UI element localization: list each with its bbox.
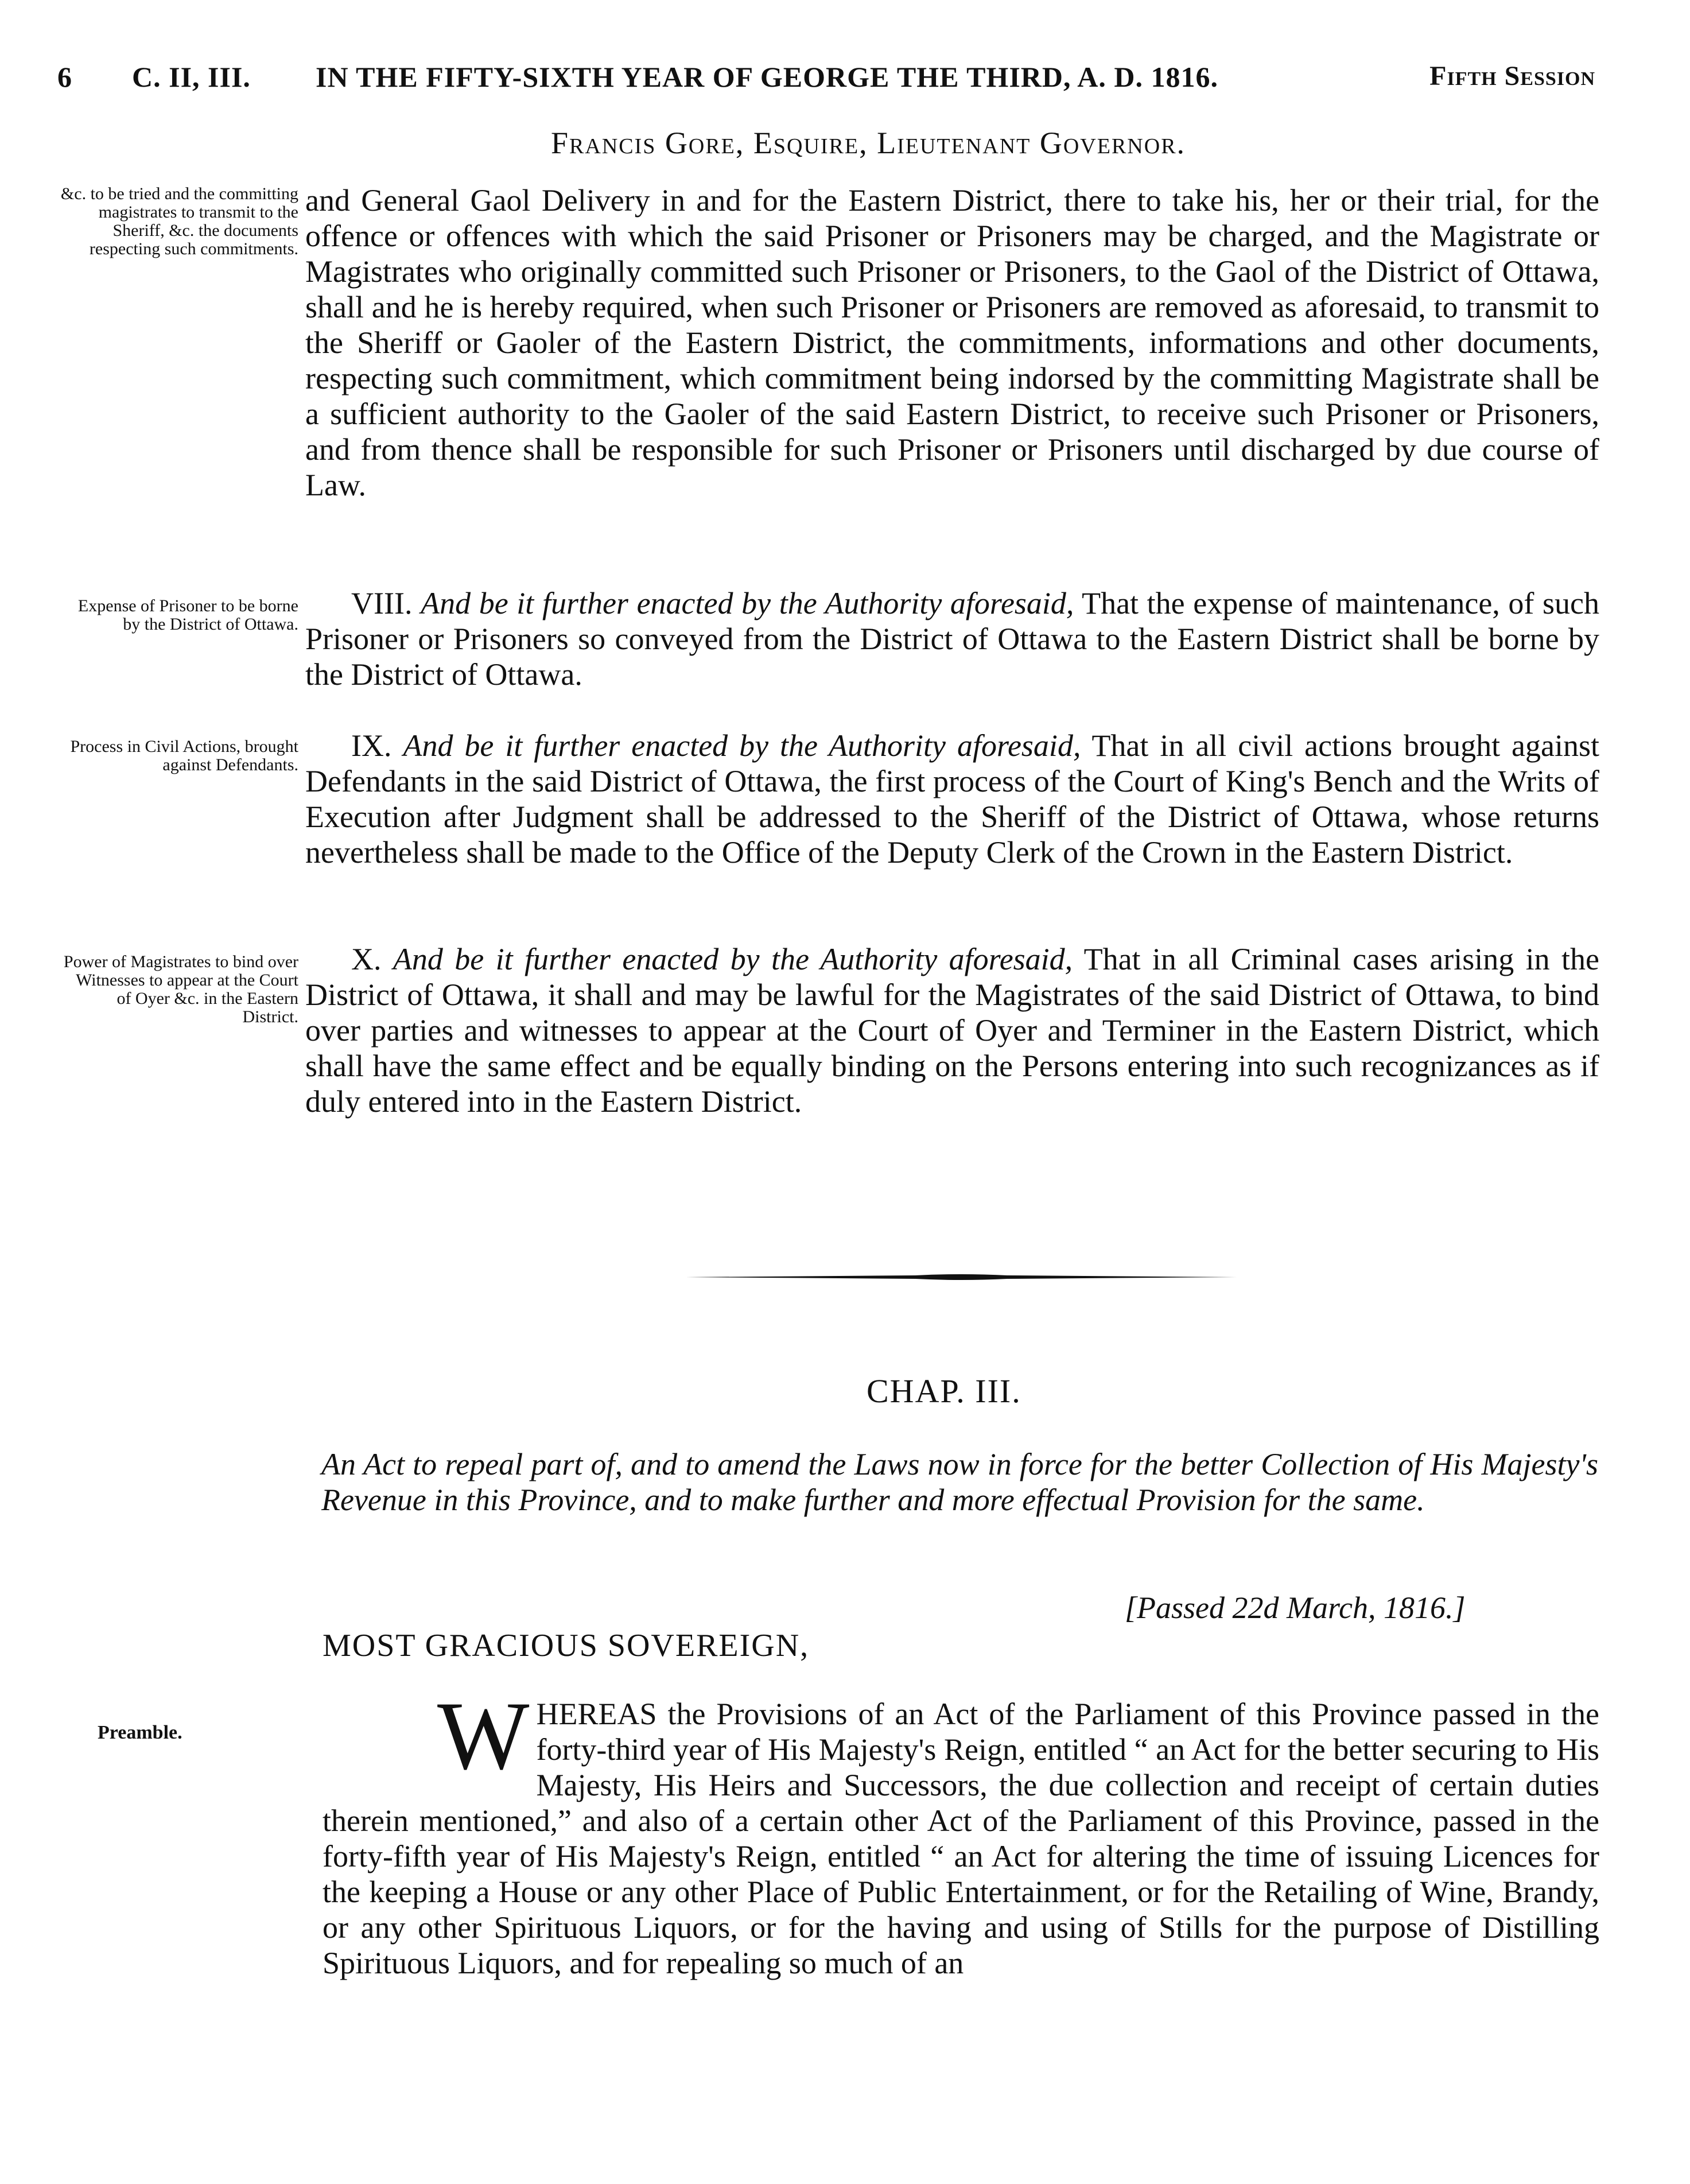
continuation-text: and General Gaol Delivery in and for the Eastern District, there to take his, her or their trial, for the offence or offences with which the said Prisoner or Prisoners may be charged, and the Magistrate or Magistrates who originally committed such Prisoner or Prisoners, to the Gaol of the District of Ottawa, shall and he is hereby required, when such Prisoner or Prisoners are removed as aforesaid, to transmit to the Sheriff or Gaoler of the Eastern District, the commitments, informations and other documents, respecting such commitment, which commitment being indorsed by the committing Magistrate shall be a sufficient authority to the Gaoler of the said Eastern District, to receive such Prisoner or Prisoners, and from thence shall be responsible for such Prisoner or Prisoners until discharged by due course of Law. <box>305 183 1599 502</box>
running-head-title: IN THE FIFTY-SIXTH YEAR OF GEORGE THE THIRD, A. D. 1816. <box>316 61 1218 93</box>
section-number: IX. <box>351 728 392 763</box>
continuation-paragraph <box>305 183 1599 503</box>
chapter-heading: CHAP. III. <box>867 1372 1021 1410</box>
page-number: 6 <box>57 61 72 93</box>
margin-note-section-10: Power of Magistrates to bind over Witnesses to appear at the Court of Oyer &c. in the Eastern District. <box>63 952 298 1026</box>
section-text: That in all civil actions brought against Defendants in the said District of Ottawa, the first process of the Court of King's Bench and the Writs of Execution after Judgment shall be addressed to the Sheriff of the District of Ottawa, whose returns nevertheless shall be made to the Office of the Deputy Clerk of the Crown in the Eastern District. <box>305 728 1600 870</box>
passed-date: [Passed 22d March, 1816.] <box>1125 1591 1466 1625</box>
enacting-clause: And be it further enacted by the Authority aforesaid, <box>421 586 1074 620</box>
section-number: VIII. <box>351 586 413 620</box>
section-8 <box>305 585 1599 692</box>
margin-note-preamble: Preamble. <box>98 1722 182 1743</box>
margin-note-section-8: Expense of Prisoner to be borne by the District of Ottawa. <box>77 596 298 634</box>
enacting-clause: And be it further enacted by the Authority aforesaid, <box>393 942 1073 976</box>
governor-line: Francis Gore, Esquire, Lieutenant Governor. <box>551 126 1186 160</box>
salutation: MOST GRACIOUS SOVEREIGN, <box>323 1628 810 1663</box>
preamble-paragraph <box>323 1682 1599 1981</box>
section-10 <box>305 941 1599 1119</box>
drop-cap: W <box>437 1682 530 1790</box>
section-9 <box>305 728 1599 870</box>
section-number: X. <box>351 942 382 976</box>
running-head-chapters: C. II, III. <box>132 61 251 93</box>
section-text: That in all Criminal cases arising in the District of Ottawa, it shall and may be lawful for the Magistrates of the said District of Ottawa, to bind over parties and witnesses to appear at the Court of Oyer and Terminer in the Eastern District, which shall have the same effect and be equally binding on the Persons entering into such recognizances as if duly entered into in the Eastern District. <box>305 942 1600 1119</box>
running-head <box>46 60 1595 100</box>
running-head-session: Fifth Session <box>1429 61 1595 91</box>
margin-note-continuation: &c. to be tried and the committing magistrates to transmit to the Sheriff, &c. the documents respecting such commitments. <box>60 184 298 258</box>
preamble-text: HEREAS the Provisions of an Act of the Parliament of this Province passed in the forty-third year of His Majesty's Reign, entitled “ an Act for the better securing to His Majesty, His Heirs and Successors, the due collection and receipt of certain duties therein mentioned,” and also of a certain other Act of the Parliament of this Province, passed in the forty-fifth year of His Majesty's Reign, entitled “ an Act for altering the time of issuing Licences for the keeping a House or any other Place of Public Entertainment, or for the Retailing of Wine, Brandy, or any other Spirituous Liquors, or for the having and using of Stills for the purpose of Distilling Spirituous Liquors, and for repealing so much of an <box>323 1697 1599 1980</box>
section-text: That the expense of maintenance, of such Prisoner or Prisoners so conveyed from the District of Ottawa to the Eastern District shall be borne by the District of Ottawa. <box>305 586 1600 692</box>
act-title: An Act to repeal part of, and to amend the Laws now in force for the better Collection of His Majesty's Revenue in this Province, and to make further and more effectual Provision for the same. <box>321 1447 1598 1517</box>
margin-note-section-9: Process in Civil Actions, brought against Defendants. <box>70 737 298 774</box>
enacting-clause: And be it further enacted by the Authority aforesaid, <box>403 728 1081 763</box>
section-divider-rule <box>686 1273 1237 1281</box>
